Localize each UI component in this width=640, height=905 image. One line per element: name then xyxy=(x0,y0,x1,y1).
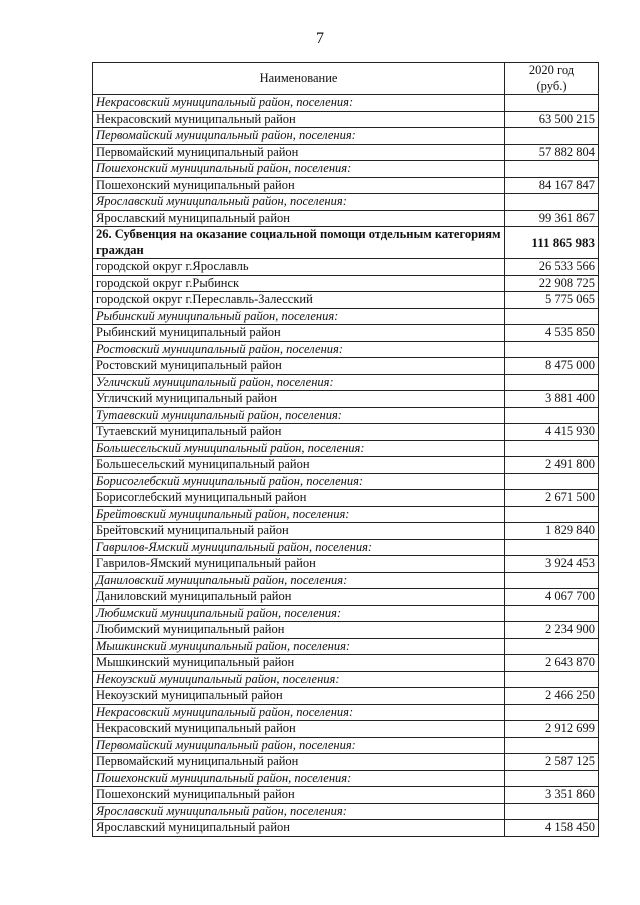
row-name: Брейтовский муниципальный район xyxy=(93,523,505,540)
row-value xyxy=(505,194,599,211)
row-value: 2 234 900 xyxy=(505,622,599,639)
table-row xyxy=(93,523,599,540)
table-row xyxy=(93,292,599,309)
row-name: Гаврилов-Ямский муниципальный район, поселения: xyxy=(93,539,505,556)
row-name: Некрасовский муниципальный район, поселения: xyxy=(93,95,505,112)
row-name: Брейтовский муниципальный район, поселения: xyxy=(93,506,505,523)
row-name: Большесельский муниципальный район, поселения: xyxy=(93,440,505,457)
row-value: 111 865 983 xyxy=(505,227,599,259)
row-name: Любимский муниципальный район xyxy=(93,622,505,639)
table-row xyxy=(93,556,599,573)
row-name: Мышкинский муниципальный район xyxy=(93,655,505,672)
table-row-section-heading xyxy=(93,770,599,787)
row-name: Некоузский муниципальный район, поселения: xyxy=(93,671,505,688)
row-value: 63 500 215 xyxy=(505,111,599,128)
table-row xyxy=(93,622,599,639)
row-name: Большесельский муниципальный район xyxy=(93,457,505,474)
row-name: Рыбинский муниципальный район, поселения: xyxy=(93,308,505,325)
row-value: 4 415 930 xyxy=(505,424,599,441)
table-row xyxy=(93,457,599,474)
row-value: 2 466 250 xyxy=(505,688,599,705)
table-row-section-heading xyxy=(93,407,599,424)
table-row-section-heading xyxy=(93,308,599,325)
row-name: Ростовский муниципальный район xyxy=(93,358,505,375)
table-row xyxy=(93,424,599,441)
row-name: Первомайский муниципальный район xyxy=(93,144,505,161)
table-row xyxy=(93,721,599,738)
table-row xyxy=(93,259,599,276)
table-row xyxy=(93,490,599,507)
table-body xyxy=(93,95,599,837)
table-row-section-heading xyxy=(93,341,599,358)
table-row-section-heading xyxy=(93,128,599,145)
row-name: Пошехонский муниципальный район xyxy=(93,787,505,804)
row-name: городской округ г.Переславль-Залесский xyxy=(93,292,505,309)
row-name: Ярославский муниципальный район, поселения: xyxy=(93,803,505,820)
row-value: 2 587 125 xyxy=(505,754,599,771)
row-name: Ростовский муниципальный район, поселения: xyxy=(93,341,505,358)
table-row xyxy=(93,177,599,194)
row-name: Некрасовский муниципальный район, поселения: xyxy=(93,704,505,721)
column-header-year-label: 2020 год xyxy=(528,63,575,77)
page-number: 7 xyxy=(316,30,324,47)
row-value: 2 491 800 xyxy=(505,457,599,474)
column-header-year xyxy=(505,63,599,95)
row-name: Угличский муниципальный район xyxy=(93,391,505,408)
table-row xyxy=(93,275,599,292)
row-name: Ярославский муниципальный район, поселения: xyxy=(93,194,505,211)
row-value: 5 775 065 xyxy=(505,292,599,309)
table-row xyxy=(93,325,599,342)
row-value: 3 881 400 xyxy=(505,391,599,408)
table-row xyxy=(93,589,599,606)
row-value: 57 882 804 xyxy=(505,144,599,161)
row-value xyxy=(505,95,599,112)
row-value: 2 912 699 xyxy=(505,721,599,738)
table-row-section-heading xyxy=(93,161,599,178)
row-value xyxy=(505,737,599,754)
row-name: Угличский муниципальный район, поселения: xyxy=(93,374,505,391)
row-value xyxy=(505,473,599,490)
row-value xyxy=(505,572,599,589)
table-row xyxy=(93,210,599,227)
row-name: Некоузский муниципальный район xyxy=(93,688,505,705)
table-row-section-heading xyxy=(93,572,599,589)
table-row-section-heading xyxy=(93,473,599,490)
table-row-subsidy-heading xyxy=(93,227,599,259)
row-name: Даниловский муниципальный район xyxy=(93,589,505,606)
row-value: 8 475 000 xyxy=(505,358,599,375)
table-row-section-heading xyxy=(93,95,599,112)
row-name: 26. Субвенция на оказание социальной помощи отдельным категориям граждан xyxy=(93,227,505,259)
row-name: Тутаевский муниципальный район, поселения: xyxy=(93,407,505,424)
row-name: Гаврилов-Ямский муниципальный район xyxy=(93,556,505,573)
row-value xyxy=(505,671,599,688)
row-value: 99 361 867 xyxy=(505,210,599,227)
row-value xyxy=(505,506,599,523)
row-value xyxy=(505,161,599,178)
row-value: 4 158 450 xyxy=(505,820,599,837)
row-value xyxy=(505,374,599,391)
row-name: Борисоглебский муниципальный район xyxy=(93,490,505,507)
row-value xyxy=(505,638,599,655)
table-row-section-heading xyxy=(93,671,599,688)
row-value: 26 533 566 xyxy=(505,259,599,276)
row-name: Пошехонский муниципальный район, поселения: xyxy=(93,161,505,178)
table-row xyxy=(93,820,599,837)
row-value: 3 351 860 xyxy=(505,787,599,804)
row-value xyxy=(505,704,599,721)
row-value: 2 671 500 xyxy=(505,490,599,507)
table-row-section-heading xyxy=(93,737,599,754)
row-name: Мышкинский муниципальный район, поселения: xyxy=(93,638,505,655)
row-value: 22 908 725 xyxy=(505,275,599,292)
row-value xyxy=(505,407,599,424)
row-name: Тутаевский муниципальный район xyxy=(93,424,505,441)
table-row xyxy=(93,358,599,375)
table-row xyxy=(93,111,599,128)
subsidy-table xyxy=(92,62,599,837)
row-value xyxy=(505,605,599,622)
row-name: Некрасовский муниципальный район xyxy=(93,111,505,128)
table-row-section-heading xyxy=(93,638,599,655)
row-value: 4 067 700 xyxy=(505,589,599,606)
row-value xyxy=(505,440,599,457)
row-value: 84 167 847 xyxy=(505,177,599,194)
row-name: Первомайский муниципальный район, поселения: xyxy=(93,128,505,145)
row-value: 4 535 850 xyxy=(505,325,599,342)
row-value xyxy=(505,803,599,820)
row-name: городской округ г.Ярославль xyxy=(93,259,505,276)
row-name: Первомайский муниципальный район xyxy=(93,754,505,771)
row-value: 2 643 870 xyxy=(505,655,599,672)
row-name: Ярославский муниципальный район xyxy=(93,210,505,227)
row-name: Пошехонский муниципальный район xyxy=(93,177,505,194)
table-row-section-heading xyxy=(93,803,599,820)
table-row xyxy=(93,754,599,771)
table-row-section-heading xyxy=(93,374,599,391)
table-row xyxy=(93,144,599,161)
row-name: Рыбинский муниципальный район xyxy=(93,325,505,342)
table-row-section-heading xyxy=(93,194,599,211)
table-row xyxy=(93,391,599,408)
row-value xyxy=(505,770,599,787)
table-row-section-heading xyxy=(93,704,599,721)
row-name: Борисоглебский муниципальный район, поселения: xyxy=(93,473,505,490)
row-value xyxy=(505,308,599,325)
table-row-section-heading xyxy=(93,539,599,556)
table-row xyxy=(93,688,599,705)
row-value: 3 924 453 xyxy=(505,556,599,573)
table-row xyxy=(93,655,599,672)
table-row-section-heading xyxy=(93,506,599,523)
row-name: городской округ г.Рыбинск xyxy=(93,275,505,292)
table-header-row xyxy=(93,63,599,95)
row-value: 1 829 840 xyxy=(505,523,599,540)
column-header-name: Наименование xyxy=(93,63,505,95)
row-name: Первомайский муниципальный район, поселения: xyxy=(93,737,505,754)
row-name: Некрасовский муниципальный район xyxy=(93,721,505,738)
row-name: Даниловский муниципальный район, поселения: xyxy=(93,572,505,589)
row-name: Любимский муниципальный район, поселения: xyxy=(93,605,505,622)
row-value xyxy=(505,341,599,358)
column-header-unit: (руб.) xyxy=(536,78,567,93)
row-name: Пошехонский муниципальный район, поселения: xyxy=(93,770,505,787)
row-value xyxy=(505,128,599,145)
table-row-section-heading xyxy=(93,440,599,457)
row-value xyxy=(505,539,599,556)
table-row xyxy=(93,787,599,804)
row-name: Ярославский муниципальный район xyxy=(93,820,505,837)
table-row-section-heading xyxy=(93,605,599,622)
